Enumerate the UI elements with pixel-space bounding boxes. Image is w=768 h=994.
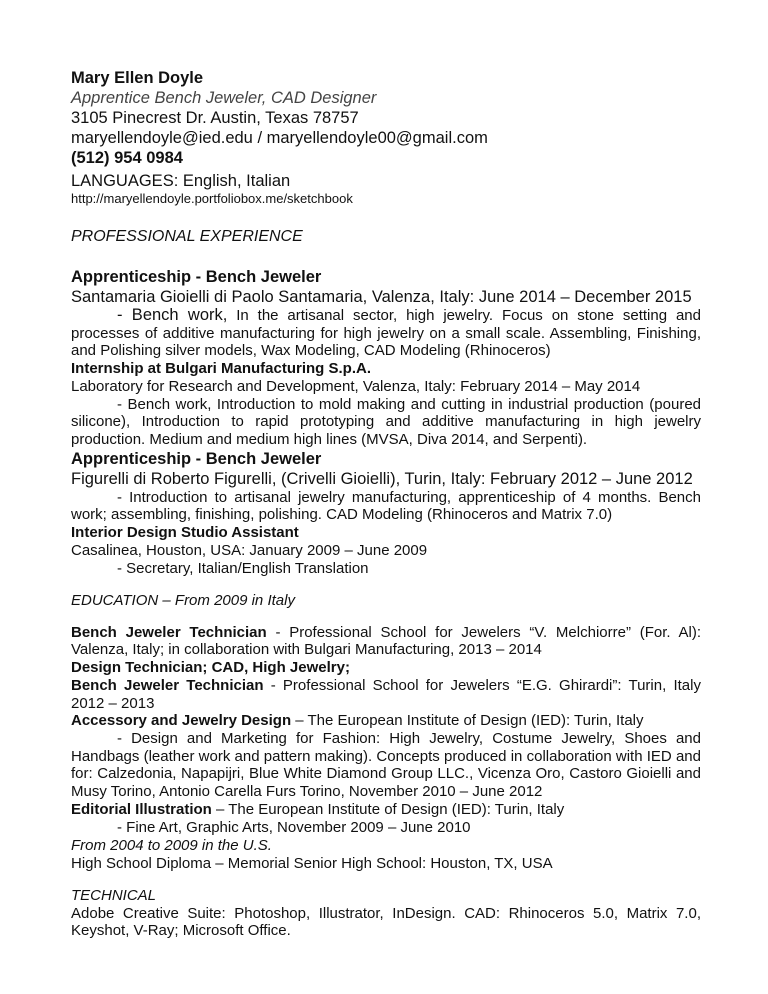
job-entry — [71, 524, 701, 578]
education-description-text: - Design and Marketing for Fashion: High Jewelry, Costume Jewelry, Shoes and Handbags (leather work and pattern making). Concepts produced in collaboration with IED and for: Calzedonia, Napapijri, Blue White Diamond Group LLC., Vicenza Oro, Castoro Gioielli and Musy Torino, Antonio Carella Furs Torino, November 2010 – June 2012 — [71, 730, 701, 800]
us-education-heading: From 2004 to 2009 in the U.S. — [71, 836, 272, 854]
education-item — [71, 677, 701, 712]
job-place: Figurelli di Roberto Figurelli, (Crivelli Gioielli), Turin, Italy: February 2012 – June 2012 — [71, 469, 693, 488]
education-details: – The European Institute of Design (IED): Turin, Italy — [291, 712, 644, 730]
job-description-text: - Secretary, Italian/English Translation — [117, 559, 369, 577]
education-title: Bench Jeweler Technician — [71, 623, 267, 641]
education-item — [71, 712, 701, 730]
job-title: Apprenticeship - Bench Jeweler — [71, 449, 322, 468]
technical-skills: Adobe Creative Suite: Photoshop, Illustrator, InDesign. CAD: Rhinoceros 5.0, Matrix 7.0, Keyshot, V-Ray; Microsoft Office. — [71, 904, 701, 940]
education-heading: EDUCATION – From 2009 in Italy — [71, 591, 295, 609]
education-description — [71, 730, 701, 800]
job-description — [71, 307, 701, 360]
job-title: Internship at Bulgari Manufacturing S.p.A. — [71, 359, 372, 377]
education-details: – The European Institute of Design (IED): Turin, Italy — [211, 800, 565, 818]
portfolio-link[interactable]: http://maryellendoyle.portfoliobox.me/sketchbook — [71, 191, 353, 206]
education-title-line: Design Technician; CAD, High Jewelry; — [71, 658, 350, 676]
candidate-title: Apprentice Bench Jeweler, CAD Designer — [71, 89, 377, 107]
job-entry — [71, 360, 701, 449]
technical-heading: TECHNICAL — [71, 886, 157, 904]
job-title: Interior Design Studio Assistant — [71, 523, 299, 541]
us-education-item: High School Diploma – Memorial Senior High School: Houston, TX, USA — [71, 854, 553, 872]
phone-number: (512) 954 0984 — [71, 149, 183, 167]
job-place: Santamaria Gioielli di Paolo Santamaria, Valenza, Italy: June 2014 – December 2015 — [71, 288, 692, 306]
education-description — [71, 819, 701, 837]
job-place: Casalinea, Houston, USA: January 2009 – June 2009 — [71, 541, 428, 559]
education-description-text: - Fine Art, Graphic Arts, November 2009 – June 2010 — [117, 818, 471, 836]
job-entry — [71, 267, 701, 360]
address: 3105 Pinecrest Dr. Austin, Texas 78757 — [71, 109, 359, 127]
education-title: Accessory and Jewelry Design — [71, 712, 292, 730]
experience-heading: PROFESSIONAL EXPERIENCE — [71, 228, 303, 245]
job-description-lead: - Bench work, — [117, 306, 228, 324]
education-item — [71, 801, 701, 819]
education-details: - Professional School for Jewelers “E.G. Ghirardi”: Turin, Italy 2012 – 2013 — [71, 676, 701, 712]
job-place: Laboratory for Research and Development, Valenza, Italy: February 2014 – May 2014 — [71, 377, 641, 395]
job-title: Apprenticeship - Bench Jeweler — [71, 268, 322, 286]
candidate-name: Mary Ellen Doyle — [71, 69, 204, 87]
email-addresses[interactable]: maryellendoyle@ied.edu / maryellendoyle00@gmail.com — [71, 129, 488, 147]
job-description — [71, 396, 701, 449]
resume-page — [71, 68, 701, 940]
job-description-text: - Bench work, Introduction to mold making and cutting in industrial production (poured silicone), Introduction to rapid prototyping and additive manufacturing in high jewelry production. Medium and medium high lines (MVSA, Diva 2014, and Serpenti). — [71, 395, 701, 448]
job-description — [71, 560, 701, 578]
education-title: Bench Jeweler Technician — [71, 676, 264, 694]
job-description — [71, 489, 701, 524]
education-title: Editorial Illustration — [71, 800, 212, 818]
education-item — [71, 624, 701, 659]
education-details: - Professional School for Jewelers “V. Melchiorre” (For. Al): Valenza, Italy; in collaboration with Bulgari Manufacturing, 2013 – 2014 — [71, 623, 701, 659]
job-entry — [71, 449, 701, 524]
job-description-text: In the artisanal sector, high jewelry. Focus on stone setting and processes of additive manufacturing for high jewelry on a small scale. Assembling, Finishing, and Polishing silver models, Wax Modeling, CAD Modeling (Rhinoceros) — [71, 307, 701, 360]
languages: LANGUAGES: English, Italian — [71, 172, 291, 190]
job-description-text: - Introduction to artisanal jewelry manufacturing, apprenticeship of 4 months. Bench work; assembling, finishing, polishing. CAD Modeling (Rhinoceros and Matrix 7.0) — [71, 488, 701, 524]
